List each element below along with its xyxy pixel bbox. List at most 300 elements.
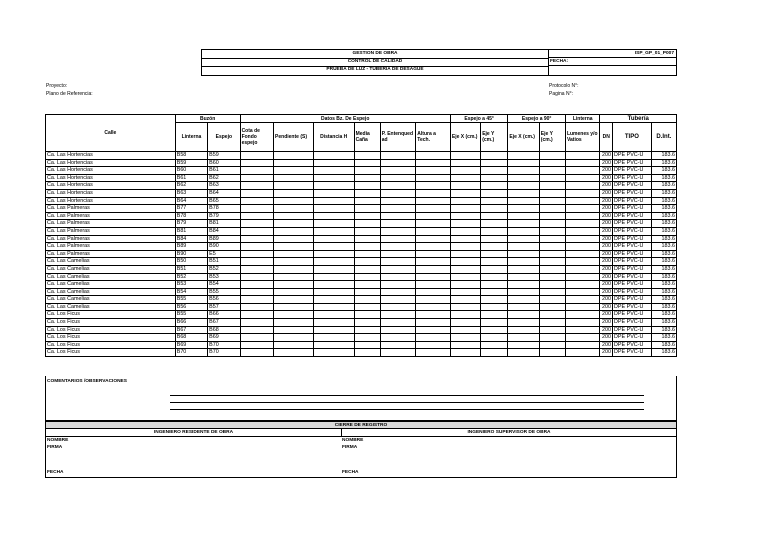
cell-dint: 183.6: [651, 152, 676, 160]
cell-empty: [380, 220, 416, 228]
cell-empty: [508, 189, 539, 197]
col-tipo: TIPO: [613, 123, 652, 152]
cell-empty: [539, 281, 565, 289]
cell-empty: [313, 288, 354, 296]
cell-espejo: B61: [208, 167, 240, 175]
cell-empty: [508, 235, 539, 243]
table-row: [46, 303, 677, 311]
group-buzon: Buzón: [175, 115, 240, 123]
cell-dint: 183.6: [651, 319, 676, 327]
cell-empty: [240, 235, 273, 243]
cell-dint: 183.6: [651, 235, 676, 243]
cell-dint: 183.6: [651, 205, 676, 213]
cell-empty: [380, 167, 416, 175]
cell-linterna: B50: [175, 258, 207, 266]
cell-dint: 183.6: [651, 243, 676, 251]
cell-empty: [539, 212, 565, 220]
cell-empty: [274, 220, 314, 228]
cell-empty: [380, 243, 416, 251]
comments-box: [45, 376, 677, 421]
cell-empty: [539, 174, 565, 182]
table-row: [46, 250, 677, 258]
cell-tipo: DPE PVC-U: [613, 273, 652, 281]
cell-empty: [450, 152, 480, 160]
cell-empty: [380, 273, 416, 281]
cell-tipo: DPE PVC-U: [613, 167, 652, 175]
cell-empty: [539, 273, 565, 281]
cell-empty: [240, 227, 273, 235]
cell-empty: [354, 319, 380, 327]
proyecto-label: Proyecto:: [46, 83, 68, 89]
cell-empty: [565, 281, 600, 289]
cell-calle: Ca. Los Ficus: [46, 319, 176, 327]
cell-tipo: DPE PVC-U: [613, 326, 652, 334]
group-tuberia: Tubería: [600, 115, 677, 123]
cell-empty: [416, 265, 451, 273]
cell-empty: [450, 334, 480, 342]
cell-espejo: B63: [208, 182, 240, 190]
cell-espejo: B78: [208, 205, 240, 213]
cell-empty: [240, 250, 273, 258]
cell-empty: [539, 152, 565, 160]
cell-empty: [380, 159, 416, 167]
cell-empty: [481, 303, 508, 311]
cell-empty: [313, 159, 354, 167]
cell-empty: [274, 311, 314, 319]
cell-empty: [508, 311, 539, 319]
cell-empty: [274, 349, 314, 357]
cell-empty: [565, 288, 600, 296]
cell-empty: [354, 296, 380, 304]
cell-espejo: B56: [208, 296, 240, 304]
cell-empty: [354, 167, 380, 175]
cell-tipo: DPE PVC-U: [613, 152, 652, 160]
table-row: [46, 349, 677, 357]
cell-empty: [539, 189, 565, 197]
cell-linterna: B60: [175, 167, 207, 175]
cell-empty: [274, 265, 314, 273]
cell-empty: [380, 288, 416, 296]
cell-empty: [354, 334, 380, 342]
cell-empty: [539, 167, 565, 175]
cell-tipo: DPE PVC-U: [613, 174, 652, 182]
cell-dn: 200: [600, 152, 613, 160]
cell-empty: [450, 174, 480, 182]
cell-empty: [450, 258, 480, 266]
cell-calle: Ca. Las Palmeras: [46, 250, 176, 258]
plano-label: Plano de Referencia:: [46, 91, 93, 97]
cell-dn: 200: [600, 319, 613, 327]
cell-empty: [416, 311, 451, 319]
cell-espejo: B65: [208, 197, 240, 205]
cell-empty: [481, 288, 508, 296]
cell-dn: 200: [600, 341, 613, 349]
cell-empty: [240, 341, 273, 349]
cell-empty: [565, 341, 600, 349]
cell-empty: [416, 349, 451, 357]
table-body: [46, 152, 677, 357]
cell-empty: [380, 205, 416, 213]
cell-espejo: B57: [208, 303, 240, 311]
table-row: [46, 212, 677, 220]
cell-espejo: B64: [208, 189, 240, 197]
cell-empty: [450, 189, 480, 197]
table-row: [46, 182, 677, 190]
cell-espejo: B67: [208, 319, 240, 327]
cell-calle: Ca. Las Camelias: [46, 273, 176, 281]
cell-empty: [354, 250, 380, 258]
cell-empty: [539, 311, 565, 319]
cell-dn: 200: [600, 189, 613, 197]
cell-empty: [274, 281, 314, 289]
cell-calle: Ca. Las Hortencias: [46, 189, 176, 197]
cell-empty: [565, 189, 600, 197]
cell-empty: [240, 159, 273, 167]
cell-empty: [416, 296, 451, 304]
cell-dn: 200: [600, 258, 613, 266]
cell-empty: [380, 265, 416, 273]
cell-empty: [380, 174, 416, 182]
cell-empty: [380, 334, 416, 342]
cell-empty: [416, 174, 451, 182]
cell-dn: 200: [600, 159, 613, 167]
cell-tipo: DPE PVC-U: [613, 265, 652, 273]
cell-empty: [481, 220, 508, 228]
cell-empty: [416, 341, 451, 349]
cell-empty: [380, 296, 416, 304]
col-calle: Calle: [46, 115, 176, 152]
table-row: [46, 258, 677, 266]
cell-empty: [416, 227, 451, 235]
cell-empty: [380, 197, 416, 205]
cell-empty: [313, 334, 354, 342]
cell-empty: [416, 273, 451, 281]
cell-linterna: B84: [175, 235, 207, 243]
col-dn: DN: [600, 123, 613, 152]
comment-line: [170, 409, 644, 410]
table-row: [46, 326, 677, 334]
cell-tipo: DPE PVC-U: [613, 235, 652, 243]
cell-empty: [240, 288, 273, 296]
cell-espejo: B51: [208, 258, 240, 266]
cell-empty: [481, 311, 508, 319]
cell-empty: [313, 235, 354, 243]
cell-empty: [274, 334, 314, 342]
cell-dn: 200: [600, 273, 613, 281]
cell-empty: [539, 227, 565, 235]
cell-empty: [240, 212, 273, 220]
cell-empty: [450, 159, 480, 167]
group-espejo90: Espejo a 90°: [508, 115, 566, 123]
cell-dn: 200: [600, 303, 613, 311]
cell-empty: [240, 205, 273, 213]
cell-empty: [539, 288, 565, 296]
cell-dint: 183.6: [651, 326, 676, 334]
cell-dn: 200: [600, 205, 613, 213]
cell-empty: [354, 243, 380, 251]
table-row: [46, 319, 677, 327]
cell-empty: [539, 303, 565, 311]
cell-empty: [313, 319, 354, 327]
cell-calle: Ca. Las Camelias: [46, 303, 176, 311]
cell-empty: [313, 281, 354, 289]
cell-empty: [240, 174, 273, 182]
cell-dint: 183.6: [651, 174, 676, 182]
cell-calle: Ca. Las Camelias: [46, 258, 176, 266]
cell-empty: [539, 349, 565, 357]
cell-linterna: B78: [175, 212, 207, 220]
cell-empty: [508, 250, 539, 258]
cell-empty: [481, 281, 508, 289]
cell-empty: [354, 189, 380, 197]
cell-empty: [508, 265, 539, 273]
cell-empty: [274, 288, 314, 296]
cell-dn: 200: [600, 243, 613, 251]
group-espejo45: Espejo a 45°: [450, 115, 508, 123]
cell-dn: 200: [600, 281, 613, 289]
cell-empty: [274, 182, 314, 190]
supervisor-title: INGENIERO SUPERVISOR DE OBRA: [341, 429, 676, 437]
cell-empty: [508, 212, 539, 220]
cell-dint: 183.6: [651, 341, 676, 349]
cell-empty: [508, 258, 539, 266]
cell-empty: [450, 197, 480, 205]
cell-linterna: B51: [175, 265, 207, 273]
group-datos: Datos Bz. De Espejo: [240, 115, 450, 123]
table-row: [46, 235, 677, 243]
table-row: [46, 296, 677, 304]
cell-empty: [313, 182, 354, 190]
comment-line: [170, 402, 644, 403]
cell-calle: Ca. Las Palmeras: [46, 235, 176, 243]
cell-calle: Ca. Las Hortencias: [46, 167, 176, 175]
cell-espejo: B55: [208, 288, 240, 296]
table-row: [46, 152, 677, 160]
cell-empty: [416, 319, 451, 327]
cell-calle: Ca. Las Palmeras: [46, 243, 176, 251]
cell-empty: [565, 326, 600, 334]
cell-empty: [481, 319, 508, 327]
cell-linterna: B54: [175, 288, 207, 296]
table-row: [46, 334, 677, 342]
cell-empty: [416, 159, 451, 167]
cell-espejo: B79: [208, 212, 240, 220]
cell-espejo: B68: [208, 326, 240, 334]
cell-empty: [313, 250, 354, 258]
col-ejey45: Eje Y (cm.): [481, 123, 508, 152]
cell-dn: 200: [600, 250, 613, 258]
cell-empty: [313, 212, 354, 220]
cell-calle: Ca. Las Camelias: [46, 281, 176, 289]
luz-test-table: [45, 114, 677, 357]
cell-empty: [274, 243, 314, 251]
cell-empty: [481, 152, 508, 160]
cell-dint: 183.6: [651, 265, 676, 273]
cell-dint: 183.6: [651, 212, 676, 220]
cell-linterna: B81: [175, 227, 207, 235]
cell-empty: [450, 319, 480, 327]
table-row: [46, 273, 677, 281]
cell-empty: [539, 159, 565, 167]
cell-dint: 183.6: [651, 189, 676, 197]
cell-empty: [481, 243, 508, 251]
cell-empty: [313, 273, 354, 281]
cell-empty: [313, 303, 354, 311]
cell-empty: [565, 205, 600, 213]
cell-empty: [508, 167, 539, 175]
col-ejey90: Eje Y (cm.): [539, 123, 565, 152]
cell-empty: [565, 303, 600, 311]
cell-empty: [313, 197, 354, 205]
cell-empty: [450, 288, 480, 296]
cell-linterna: B63: [175, 189, 207, 197]
cell-calle: Ca. Los Ficus: [46, 341, 176, 349]
cell-empty: [416, 189, 451, 197]
cell-calle: Ca. Las Camelias: [46, 288, 176, 296]
cell-empty: [313, 205, 354, 213]
cell-empty: [313, 189, 354, 197]
cell-empty: [508, 303, 539, 311]
cell-calle: Ca. Los Ficus: [46, 349, 176, 357]
cell-empty: [274, 296, 314, 304]
cell-empty: [354, 273, 380, 281]
cell-empty: [565, 258, 600, 266]
cell-empty: [416, 303, 451, 311]
cell-empty: [240, 182, 273, 190]
cell-dint: 183.6: [651, 311, 676, 319]
cell-empty: [354, 197, 380, 205]
cell-empty: [380, 281, 416, 289]
cell-empty: [354, 174, 380, 182]
cell-linterna: B61: [175, 174, 207, 182]
cell-tipo: DPE PVC-U: [613, 281, 652, 289]
cell-empty: [565, 250, 600, 258]
cell-empty: [481, 349, 508, 357]
cell-dint: 183.6: [651, 250, 676, 258]
cell-empty: [240, 167, 273, 175]
cell-empty: [313, 296, 354, 304]
cell-empty: [481, 212, 508, 220]
cell-empty: [380, 227, 416, 235]
table-row: [46, 189, 677, 197]
cell-empty: [565, 265, 600, 273]
cell-empty: [354, 311, 380, 319]
cell-tipo: DPE PVC-U: [613, 288, 652, 296]
cell-empty: [240, 334, 273, 342]
cell-linterna: B52: [175, 273, 207, 281]
cell-tipo: DPE PVC-U: [613, 349, 652, 357]
cell-empty: [240, 220, 273, 228]
cell-tipo: DPE PVC-U: [613, 220, 652, 228]
cell-empty: [313, 174, 354, 182]
cell-empty: [539, 319, 565, 327]
cell-dn: 200: [600, 326, 613, 334]
cell-empty: [450, 349, 480, 357]
cell-empty: [450, 281, 480, 289]
cell-empty: [565, 296, 600, 304]
cell-empty: [416, 235, 451, 243]
cell-dn: 200: [600, 311, 613, 319]
group-linterna: Linterna: [565, 115, 600, 123]
cell-empty: [539, 235, 565, 243]
col-ejex45: Eje X (cm.): [450, 123, 480, 152]
cell-empty: [416, 197, 451, 205]
cell-empty: [481, 182, 508, 190]
cell-empty: [354, 227, 380, 235]
cell-empty: [274, 258, 314, 266]
cell-empty: [380, 311, 416, 319]
cell-empty: [354, 258, 380, 266]
table-row: [46, 220, 677, 228]
cell-empty: [481, 334, 508, 342]
fecha-label: FECHA:: [549, 58, 677, 66]
header-title-prueba: PRUEBA DE LUZ - TUBERIA DE DESAGUE: [326, 67, 424, 72]
document-header: [201, 49, 677, 76]
cell-empty: [313, 243, 354, 251]
cell-empty: [380, 258, 416, 266]
cell-empty: [508, 273, 539, 281]
cell-dn: 200: [600, 296, 613, 304]
cell-empty: [481, 265, 508, 273]
cell-tipo: DPE PVC-U: [613, 258, 652, 266]
cell-linterna: B79: [175, 220, 207, 228]
cell-empty: [416, 334, 451, 342]
cell-empty: [481, 235, 508, 243]
comment-line: [170, 395, 644, 396]
col-enterramiento: P. Entenqued ad: [380, 123, 416, 152]
cell-espejo: B89: [208, 235, 240, 243]
cell-empty: [354, 288, 380, 296]
cell-dint: 183.6: [651, 288, 676, 296]
table-row: [46, 281, 677, 289]
cell-empty: [481, 258, 508, 266]
cell-empty: [354, 220, 380, 228]
cell-empty: [565, 235, 600, 243]
cell-empty: [450, 243, 480, 251]
cell-empty: [450, 250, 480, 258]
cell-empty: [565, 334, 600, 342]
cell-calle: Ca. Los Ficus: [46, 311, 176, 319]
cell-empty: [240, 152, 273, 160]
protocolo-label: Protocolo N°:: [549, 83, 579, 89]
cell-linterna: B77: [175, 205, 207, 213]
table-row: [46, 243, 677, 251]
cell-empty: [274, 273, 314, 281]
cell-empty: [565, 319, 600, 327]
cell-espejo: E5: [208, 250, 240, 258]
cell-empty: [565, 220, 600, 228]
cell-tipo: DPE PVC-U: [613, 182, 652, 190]
table-row: [46, 227, 677, 235]
table-row: [46, 197, 677, 205]
cell-dint: 183.6: [651, 281, 676, 289]
cell-empty: [565, 273, 600, 281]
cell-espejo: B84: [208, 227, 240, 235]
cell-calle: Ca. Las Hortencias: [46, 159, 176, 167]
cell-empty: [354, 152, 380, 160]
cell-espejo: B60: [208, 159, 240, 167]
cell-dint: 183.6: [651, 182, 676, 190]
cell-empty: [508, 341, 539, 349]
cell-linterna: B55: [175, 296, 207, 304]
cell-dint: 183.6: [651, 167, 676, 175]
cell-empty: [416, 182, 451, 190]
cell-empty: [508, 296, 539, 304]
cell-empty: [313, 311, 354, 319]
cell-empty: [508, 281, 539, 289]
cell-empty: [354, 235, 380, 243]
cell-empty: [313, 227, 354, 235]
